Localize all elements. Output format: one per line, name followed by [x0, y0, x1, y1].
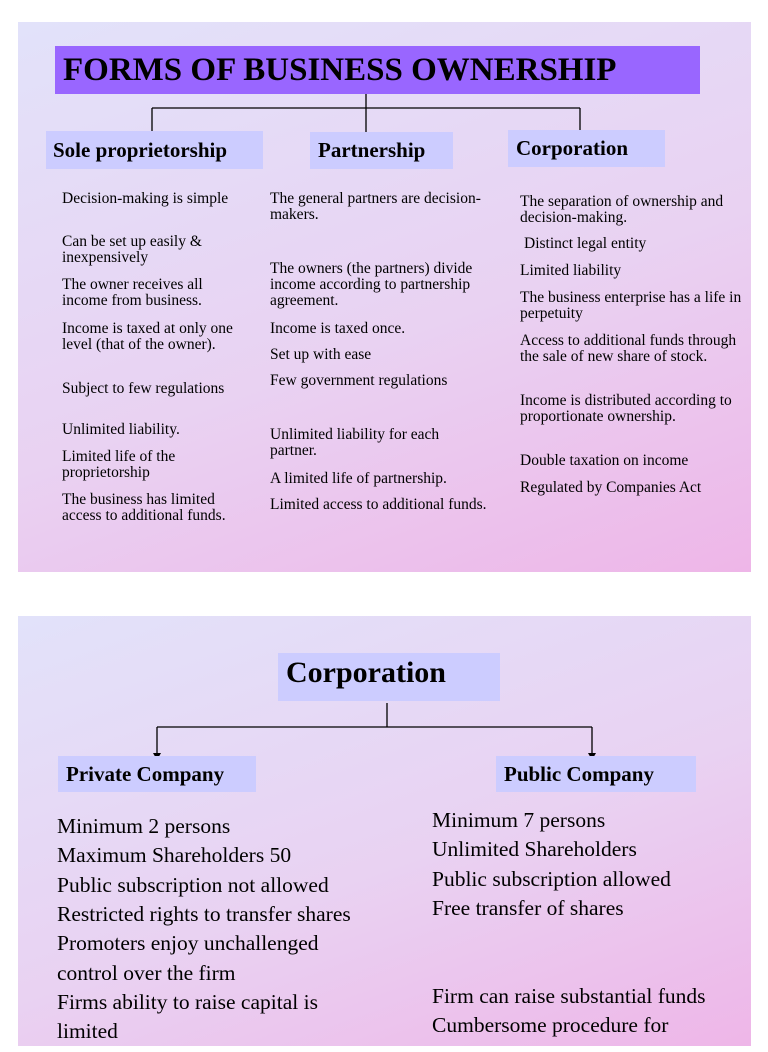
list-item: The business has limited access to additional funds.	[62, 491, 226, 524]
public-company-list	[432, 806, 747, 1046]
list-item: Limited life of the proprietorship	[62, 448, 176, 481]
list-item: Firm can raise substantial funds	[432, 983, 706, 1008]
list-item: Can be set up easily & inexpensively	[62, 233, 202, 266]
list-item: Unlimited liability for each partner.	[270, 426, 440, 459]
heading-sole-proprietorship: Sole proprietorship	[46, 131, 263, 169]
list-item: Income is taxed at only one level (that of the owner).	[62, 320, 233, 353]
list-item: Subject to few regulations	[62, 380, 225, 397]
list-item: A limited life of partnership.	[270, 470, 447, 487]
list-item: Decision-making is simple	[62, 190, 229, 207]
list-item: Unlimited Shareholders	[432, 837, 637, 862]
list-item: The owners (the partners) divide income according to partnership agreement.	[270, 260, 473, 309]
list-item: Limited liability	[520, 262, 622, 279]
partnership-list	[270, 191, 488, 551]
heading-private-company: Private Company	[58, 756, 256, 792]
slide-title: FORMS OF BUSINESS OWNERSHIP	[55, 46, 700, 94]
list-item: Cumbersome procedure for	[432, 1013, 669, 1038]
list-item: Promoters enjoy unchallenged	[57, 931, 319, 956]
list-item: Access to additional funds through the sale of new share of stock.	[520, 332, 737, 365]
slide-forms-of-ownership	[18, 22, 751, 572]
list-item: control over the firm	[57, 960, 236, 985]
list-item: limited	[57, 1019, 118, 1044]
list-item: Restricted rights to transfer shares	[57, 901, 351, 926]
list-item: Firms ability to raise capital is	[57, 989, 318, 1014]
list-item: Maximum Shareholders 50	[57, 843, 292, 868]
list-item: Unlimited liability.	[62, 421, 180, 438]
list-item: The general partners are decision-makers.	[270, 190, 481, 223]
list-item: Few government regulations	[270, 372, 448, 389]
list-item: Double taxation on income	[520, 452, 689, 469]
list-item: Minimum 7 persons	[432, 808, 606, 832]
list-item: Minimum 2 persons	[57, 814, 231, 838]
list-item: Public subscription allowed	[432, 866, 671, 891]
list-item: Limited access to additional funds.	[270, 496, 487, 513]
heading-corporation: Corporation	[508, 130, 665, 167]
list-item: Income is distributed according to proportionate ownership.	[520, 392, 732, 425]
list-item: Distinct legal entity	[524, 235, 647, 252]
list-item: The owner receives all income from business.	[62, 276, 203, 309]
list-item: Set up with ease	[270, 346, 372, 363]
list-item: Public subscription not allowed	[57, 872, 329, 897]
heading-partnership: Partnership	[310, 132, 453, 169]
list-item: Free transfer of shares	[432, 895, 624, 920]
slide-corporation-types	[18, 616, 751, 1046]
list-item: The separation of ownership and decision-making.	[520, 193, 724, 226]
corporation-list	[520, 194, 744, 554]
list-item: Regulated by Companies Act	[520, 479, 702, 496]
list-item: The business enterprise has a life in perpetuity	[520, 289, 742, 322]
heading-public-company: Public Company	[496, 756, 696, 792]
list-item: Income is taxed once.	[270, 320, 406, 337]
private-company-list	[57, 812, 407, 1052]
slide-title: Corporation	[278, 653, 500, 701]
sole-list	[62, 191, 252, 551]
